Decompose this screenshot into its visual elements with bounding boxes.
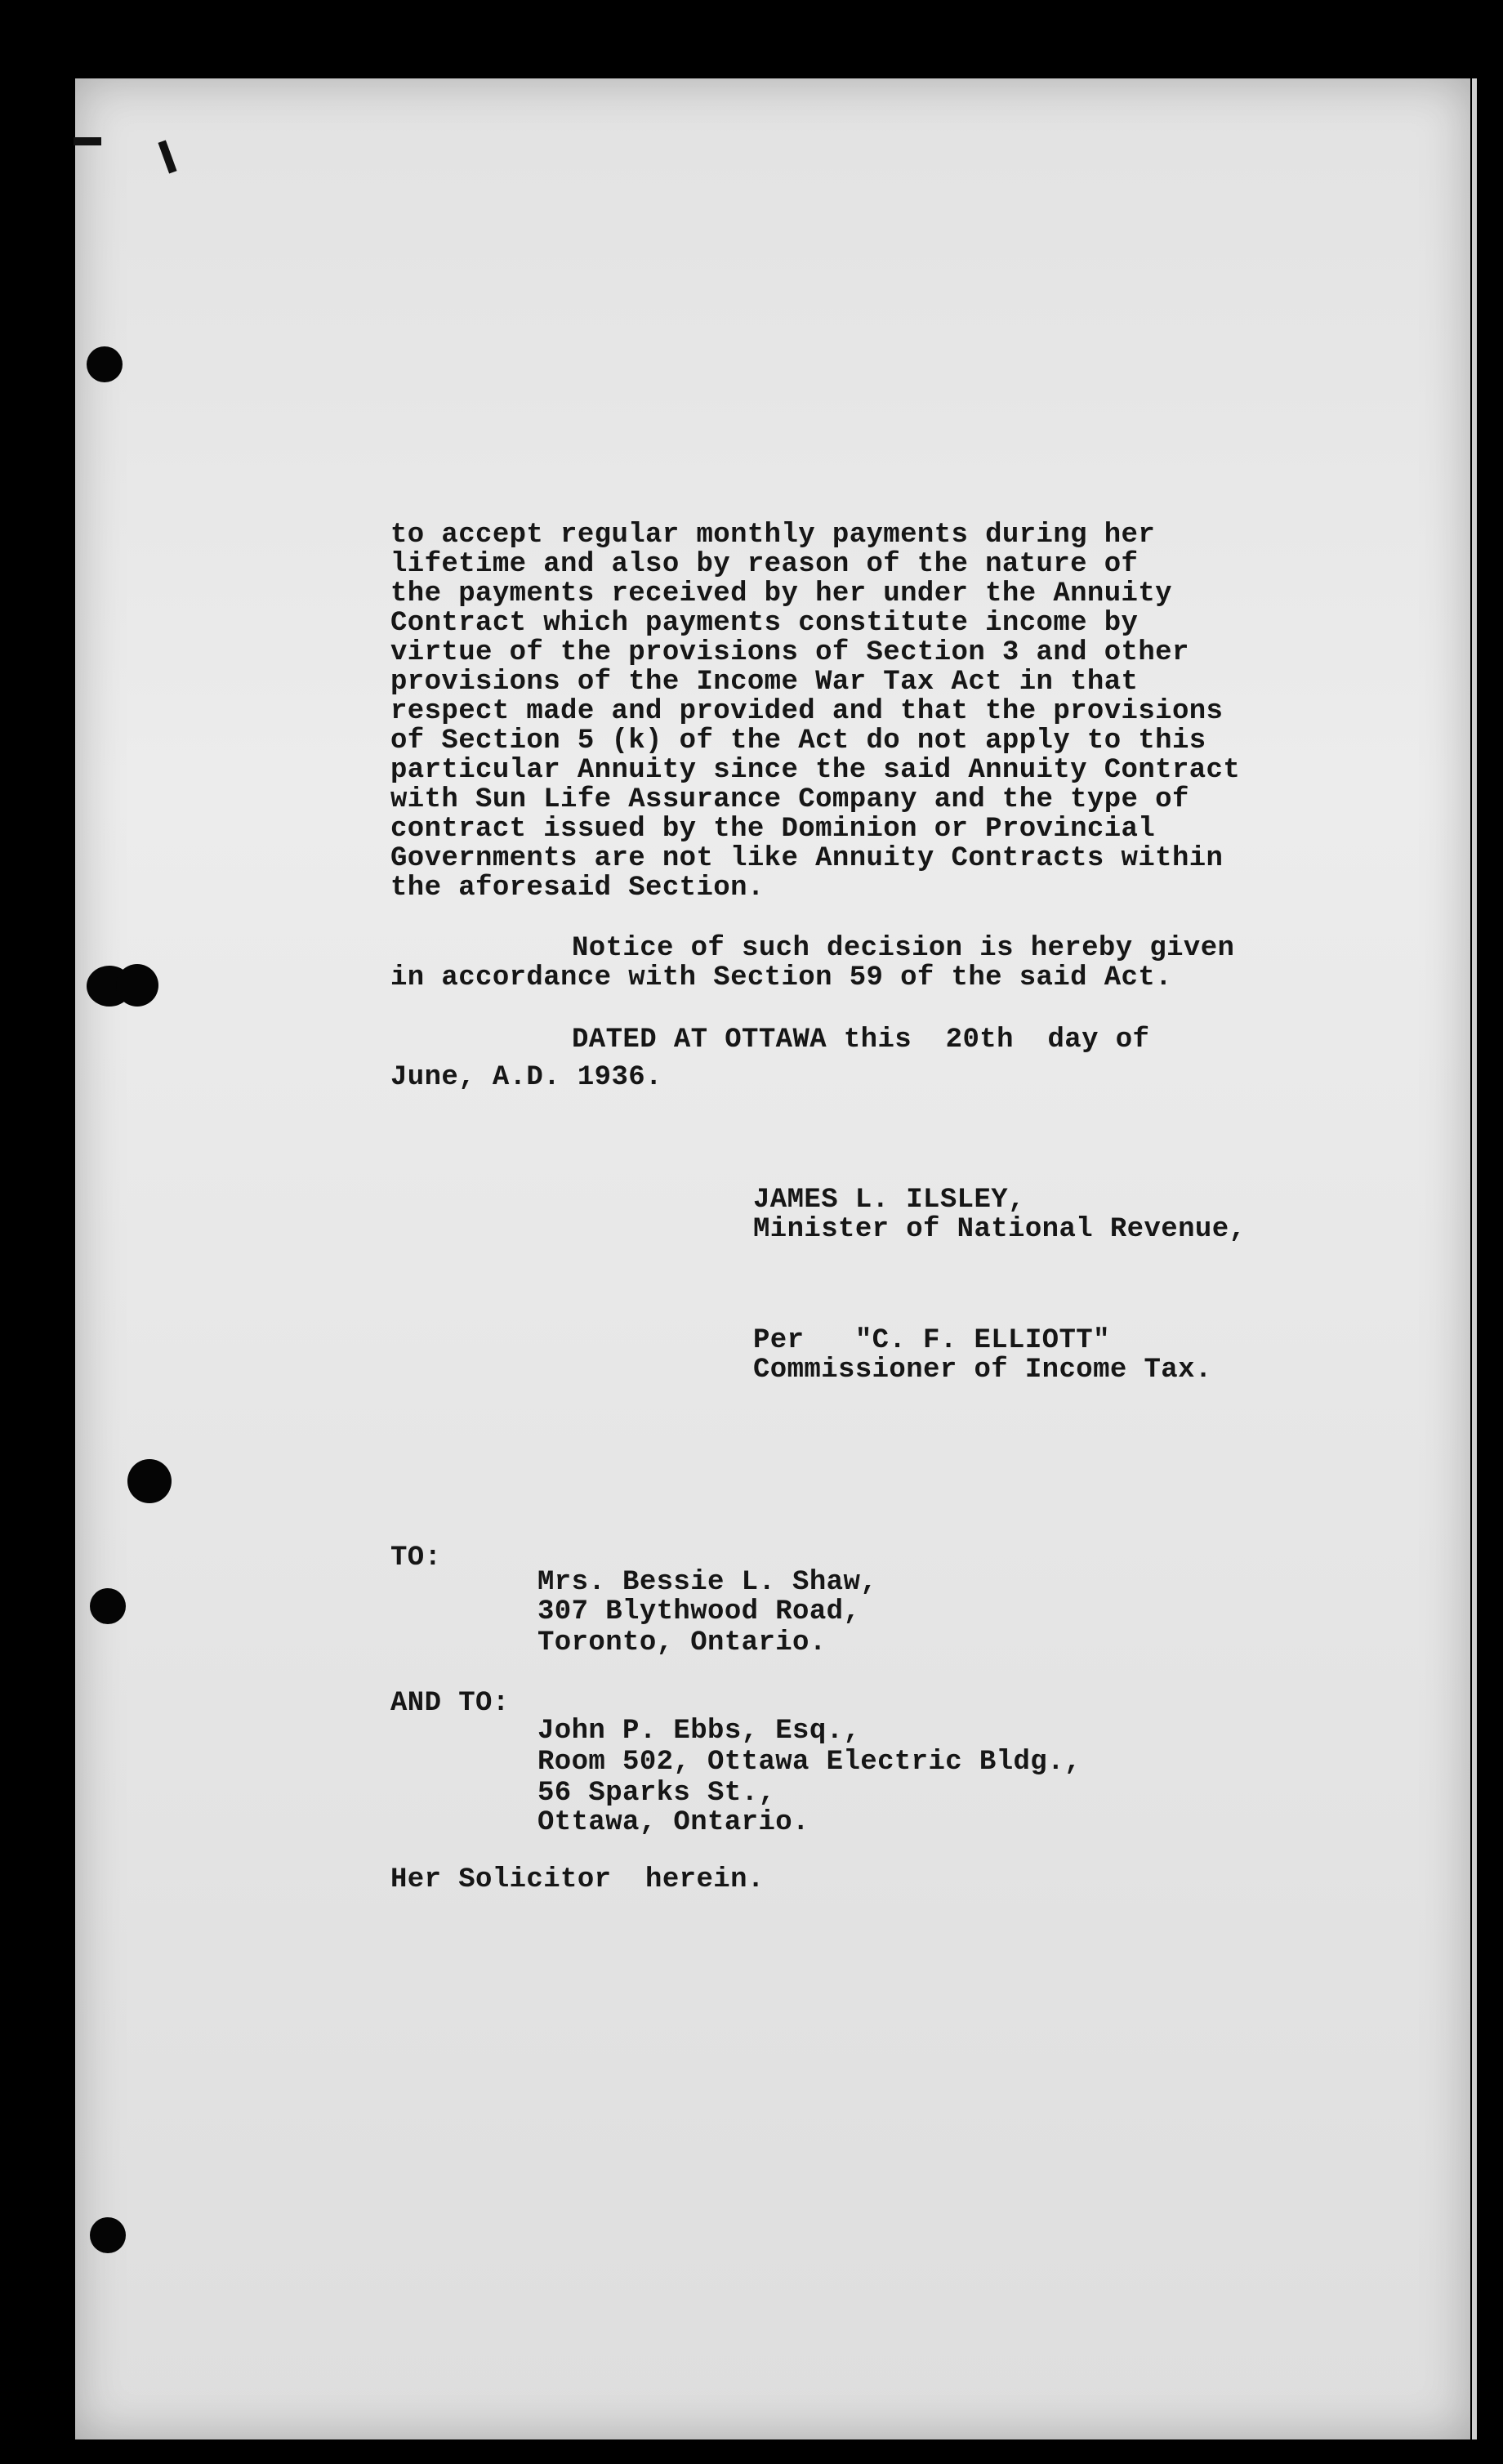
punch-hole [127, 1459, 172, 1503]
address-line: 56 Sparks St., [537, 1778, 776, 1809]
text-line: Notice of such decision is hereby given [572, 933, 1235, 964]
per-title: Commissioner of Income Tax. [753, 1355, 1212, 1386]
punch-hole [90, 1588, 126, 1624]
punch-hole [90, 2217, 126, 2253]
address-line: Toronto, Ontario. [537, 1627, 827, 1658]
address-line: 307 Blythwood Road, [537, 1596, 861, 1627]
punch-hole [116, 964, 158, 1007]
text-line: DATED AT OTTAWA this 20th day of [572, 1024, 1150, 1056]
closing-line: Her Solicitor herein. [390, 1864, 765, 1895]
text-line: lifetime and also by reason of the nature of [390, 549, 1139, 580]
punch-hole [87, 346, 123, 382]
text-line: contract issued by the Dominion or Provincial [390, 814, 1156, 845]
text-line: in accordance with Section 59 of the said Act. [390, 962, 1172, 993]
text-line: provisions of the Income War Tax Act in that [390, 667, 1139, 698]
text-line: June, A.D. 1936. [390, 1062, 662, 1093]
text-line: the payments received by her under the Annuity [390, 578, 1172, 609]
text-line: the aforesaid Section. [390, 873, 765, 904]
text-line: respect made and provided and that the provisions [390, 696, 1224, 727]
text-line: to accept regular monthly payments during her [390, 520, 1156, 551]
address-line: Mrs. Bessie L. Shaw, [537, 1567, 878, 1598]
text-line: Governments are not like Annuity Contracts within [390, 843, 1224, 874]
address-line: John P. Ebbs, Esq., [537, 1716, 861, 1747]
address-line: Room 502, Ottawa Electric Bldg., [537, 1747, 1082, 1778]
per-line: Per "C. F. ELLIOTT" [753, 1325, 1110, 1356]
text-line: of Section 5 (k) of the Act do not apply to this [390, 725, 1206, 757]
text-line: virtue of the provisions of Section 3 and other [390, 637, 1189, 668]
page-edge [1472, 78, 1477, 2439]
document-page [75, 78, 1470, 2439]
text-line: with Sun Life Assurance Company and the type of [390, 784, 1189, 815]
signatory-name: JAMES L. ILSLEY, [753, 1185, 1025, 1216]
recipient-label: AND TO: [390, 1688, 510, 1719]
recipient-label: TO: [390, 1542, 442, 1573]
text-line: Contract which payments constitute income by [390, 608, 1139, 639]
signatory-title: Minister of National Revenue, [753, 1214, 1247, 1245]
text-line: particular Annuity since the said Annuity Contract [390, 755, 1241, 786]
address-line: Ottawa, Ontario. [537, 1807, 809, 1838]
corner-mark [74, 137, 101, 145]
